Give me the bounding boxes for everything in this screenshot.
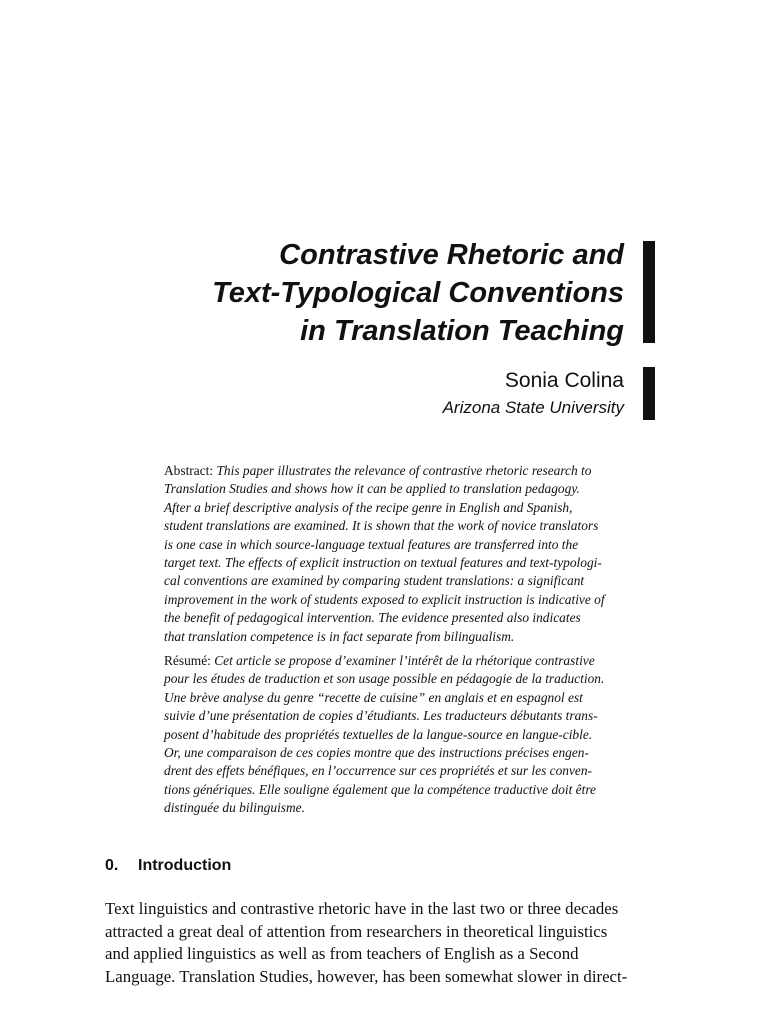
paper-title [120,236,624,350]
abstract-text: This paper illustrates the relevance of contrastive rhetoric research to [216,463,592,478]
title-line: Contrastive Rhetoric and [279,239,624,271]
resume-label: Résumé: [164,653,211,668]
body-line: Language. Translation Studies, however, has been somewhat slower in direct- [105,966,628,986]
author-margin-bar [643,367,655,420]
abstract-line: the benefit of pedagogical intervention. The evidence presented also indicates [164,610,581,626]
resume [164,652,660,818]
title-line: Text-Typological Conventions [212,277,624,309]
resume-line: suivie d’une présentation de copies d’étudiants. Les traducteurs débutants trans- [164,708,598,724]
resume-line: Or, une comparaison de ces copies montre que des instructions précises engen- [164,745,589,761]
abstract-line: After a brief descriptive analysis of the recipe genre in English and Spanish, [164,499,573,515]
author-name: Sonia Colina [504,369,624,392]
author-affiliation: Arizona State University [442,398,624,417]
abstract-line: student translations are examined. It is shown that the work of novice translators [164,518,599,534]
abstract [164,462,660,646]
abstract-line [164,462,660,480]
body-line: Text linguistics and contrastive rhetoric have in the last two or three decades [105,899,619,918]
body-line: attracted a great deal of attention from researchers in theoretical linguistics [105,921,608,941]
abstract-line: improvement in the work of students exposed to explicit instruction is indicative of [164,591,605,607]
resume-line [164,652,660,670]
resume-line: posent d’habitude des propriétés textuelles de la langue-source en langue-cible. [164,726,593,742]
resume-line: pour les études de traduction et son usage possible en pédagogie de la traduction. [164,671,605,687]
resume-line: Une brève analyse du genre “recette de cuisine” en anglais et en espagnol est [164,689,583,705]
section-heading [105,855,231,877]
resume-line: tions génériques. Elle souligne également que la compétence traductive doit être [164,781,596,797]
abstract-line: target text. The effects of explicit instruction on textual features and text-typologi- [164,555,602,571]
title-line: in Translation Teaching [300,315,624,347]
body-paragraph [105,898,657,988]
abstract-line: Translation Studies and shows how it can be applied to translation pedagogy. [164,481,580,497]
resume-line: drent des effets bénéfiques, en l’occurrence sur ces propriétés et sur les conven- [164,763,593,779]
resume-line: distinguée du bilinguisme. [164,800,305,816]
abstract-line: is one case in which source-language textual features are transferred into the [164,536,579,552]
body-line: and applied linguistics as well as from teachers of English as a Second [105,944,579,964]
abstract-label: Abstract: [164,463,214,478]
abstract-line: that translation competence is in fact separate from bilingualism. [164,628,515,644]
abstract-line: cal conventions are examined by comparing student translations: a significant [164,573,585,589]
section-title: Introduction [138,857,232,874]
section-number: 0. [105,857,119,874]
title-margin-bar [643,241,655,343]
resume-text: Cet article se propose d’examiner l’intérêt de la rhétorique contrastive [214,653,595,668]
